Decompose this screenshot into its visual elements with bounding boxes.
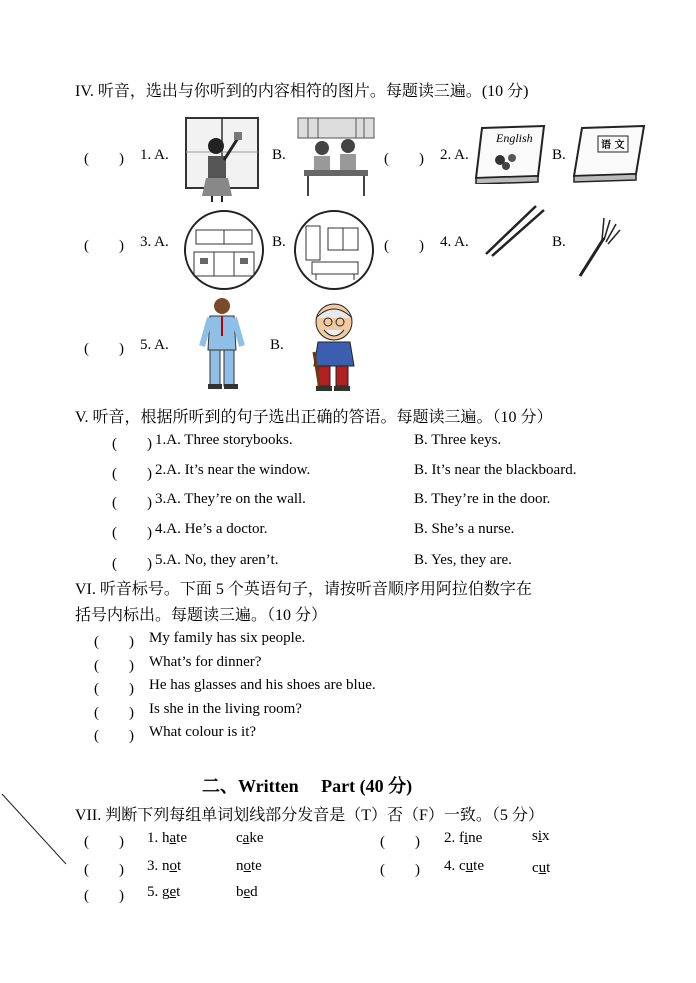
underlined-letter: u [465,858,474,874]
underlined-letter: u [538,860,547,876]
word-pair [444,830,482,847]
word-2-part: b [236,884,244,900]
chopsticks-image [482,202,548,258]
option-a: 1.A. Three storybooks. [155,432,293,448]
word-2-part: c [532,860,539,876]
answer-bracket[interactable]: ( ) [84,834,124,850]
section-5-heading: V. 听音，根据所听到的句子选出正确的答语。每题读三遍。（10 分） [75,409,553,426]
option-b-label: B. [552,234,566,250]
underlined-letter: i [464,830,469,846]
answer-bracket[interactable]: ( ) [384,238,424,254]
word-2-part: s [532,828,538,844]
word-1-part: n [162,858,170,874]
option-b-label: B. [272,234,286,250]
answer-bracket[interactable]: ( ) [112,466,152,482]
option-b: B. Three keys. [414,432,502,448]
sentence: What’s for dinner? [149,654,262,670]
underlined-letter: o [169,858,177,874]
underlined-letter: a [169,830,177,846]
word-1-part: t [177,858,182,874]
item-number: 5. [147,884,159,900]
item-number: 3. [147,858,159,874]
option-a: 5.A. No, they aren’t. [155,552,279,568]
answer-bracket[interactable]: ( ) [380,834,420,850]
word-2 [236,830,264,847]
answer-bracket[interactable]: ( ) [112,525,152,541]
answer-bracket[interactable]: ( ) [380,862,420,878]
word-pair [147,884,180,901]
word-2-part: te [251,858,262,874]
option-b: B. She’s a nurse. [414,521,515,537]
word-1-part: te [473,858,484,874]
option-b: B. It’s near the blackboard. [414,462,577,478]
item-number: 5. A. [140,337,169,353]
word-2-part: d [250,884,258,900]
answer-bracket[interactable]: ( ) [84,238,124,254]
answer-bracket[interactable]: ( ) [84,151,124,167]
section-6-heading-line1: VI. 听音标号。下面 5 个英语句子，请按听音顺序用阿拉伯数字在 [75,581,532,598]
answer-bracket[interactable]: ( ) [384,151,424,167]
word-2-part: x [542,828,550,844]
kitchen-image [182,208,266,292]
answer-bracket[interactable]: ( ) [94,658,134,674]
item-number: 2. A. [440,147,469,163]
item-number: 2. [444,830,456,846]
living-room-image [292,208,376,292]
word-2 [532,860,550,877]
option-b-label: B. [270,337,284,353]
option-b: B. They’re in the door. [414,491,551,507]
fork-image [574,214,622,280]
book-title-english: English [496,131,533,145]
answer-bracket[interactable]: ( ) [94,634,134,650]
word-1-part: ne [468,830,483,846]
section-6-heading-line2: 括号内标出。每题读三遍。（10 分） [75,607,328,624]
word-pair [444,858,484,875]
word-2-part: ke [249,830,264,846]
word-2 [236,858,262,875]
section-7-heading: VII. 判断下列每组单词划线部分发音是（T）否（F）一致。（5 分） [75,807,544,824]
option-b-label: B. [552,147,566,163]
old-man-with-cane-image [304,300,368,392]
underlined-letter: o [243,858,251,874]
word-pair [147,830,187,847]
word-2 [236,884,258,901]
word-pair [147,858,181,875]
answer-bracket[interactable]: ( ) [112,495,152,511]
word-1-part: h [162,830,170,846]
sentence: What colour is it? [149,724,257,740]
answer-bracket[interactable]: ( ) [112,556,152,572]
answer-bracket[interactable]: ( ) [84,862,124,878]
item-number: 4. A. [440,234,469,250]
answer-bracket[interactable]: ( ) [112,436,152,452]
diagonal-rule-line [0,790,70,870]
item-number: 4. [444,858,456,874]
item-number: 1. A. [140,147,169,163]
word-1-part: t [176,884,181,900]
girl-cleaning-window-image [182,116,262,202]
word-1-part: f [459,830,464,846]
option-b-label: B. [272,147,286,163]
book-title-chinese: 语 文 [601,140,625,151]
item-number: 1. [147,830,159,846]
sentence: My family has six people. [149,630,306,646]
underlined-letter: e [243,884,251,900]
answer-bracket[interactable]: ( ) [94,728,134,744]
option-a: 4.A. He’s a doctor. [155,521,268,537]
children-at-desk-image [296,116,376,198]
option-a: 3.A. They’re on the wall. [155,491,306,507]
answer-bracket[interactable]: ( ) [84,341,124,357]
answer-bracket[interactable]: ( ) [94,681,134,697]
word-1-part: c [459,858,466,874]
answer-bracket[interactable]: ( ) [94,705,134,721]
word-1-part: te [176,830,187,846]
answer-bracket[interactable]: ( ) [84,888,124,904]
option-b: B. Yes, they are. [414,552,512,568]
underlined-letter: e [169,884,177,900]
part-2-title: 二、Written Part (40 分) [202,776,413,796]
section-4-heading: IV. 听音，选出与你听到的内容相符的图片。每题读三遍。(10 分) [75,83,529,100]
man-in-blue-suit-image [196,296,248,390]
word-1-part: g [162,884,170,900]
word-2 [532,828,550,845]
sentence: Is she in the living room? [149,701,302,717]
word-2-part: n [236,858,244,874]
underlined-letter: i [537,828,543,844]
word-2-part: c [236,830,243,846]
english-book-image [472,122,548,184]
underlined-letter: a [242,830,250,846]
word-2-part: t [546,860,551,876]
option-a: 2.A. It’s near the window. [155,462,311,478]
sentence: He has glasses and his shoes are blue. [149,677,376,693]
chinese-book-image [570,122,646,184]
item-number: 3. A. [140,234,169,250]
